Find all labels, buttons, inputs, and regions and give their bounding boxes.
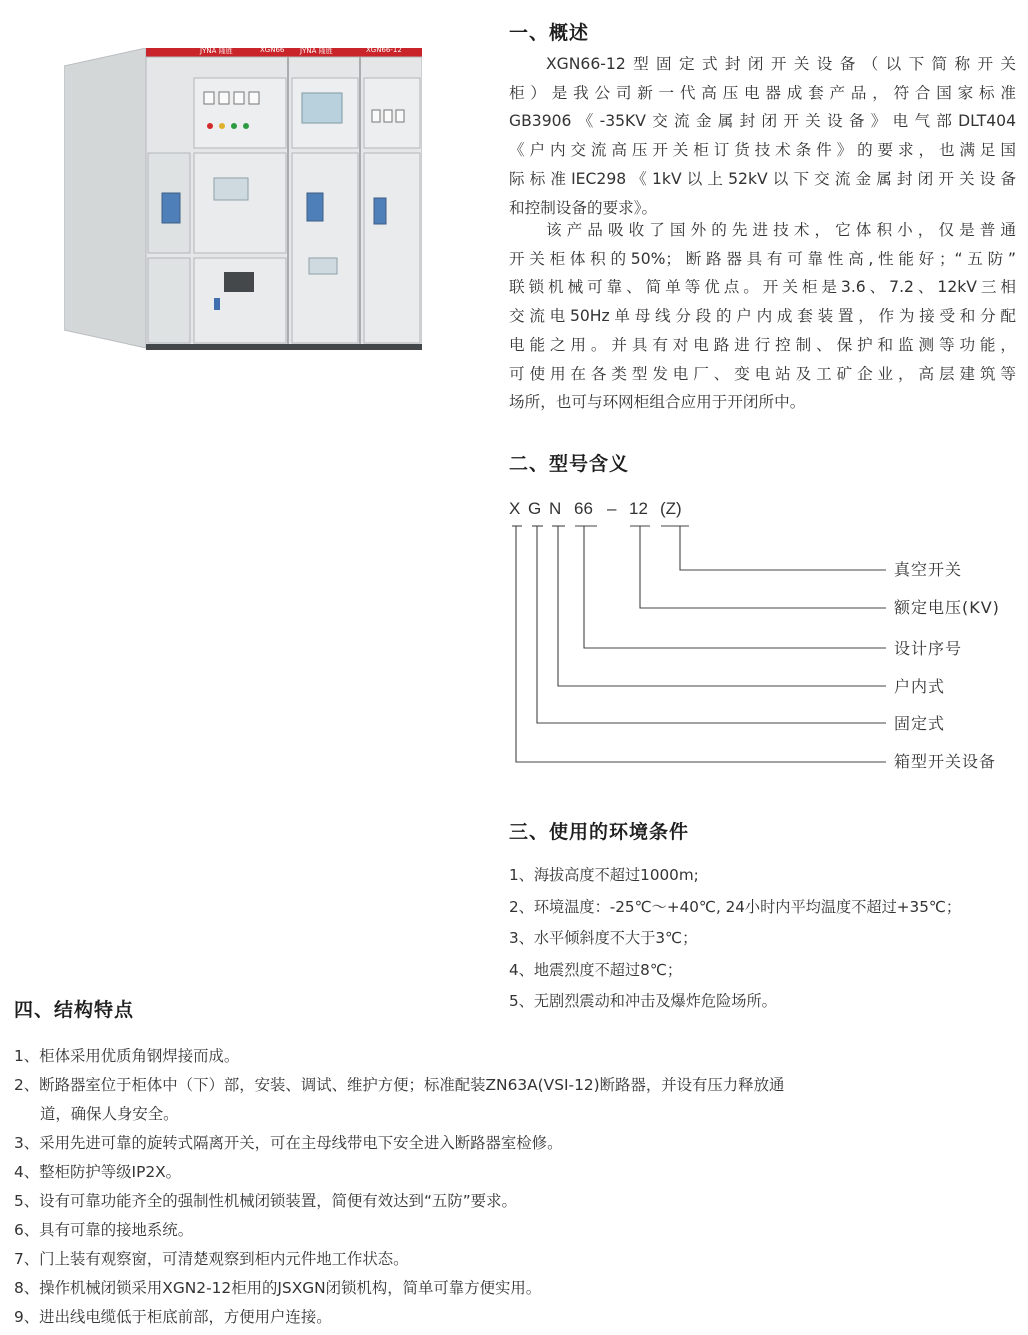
- connector-n: [558, 526, 886, 686]
- model-char-n: N: [549, 499, 562, 518]
- model-label-vacuum: 真空开关: [894, 560, 963, 579]
- list-item: 3、水平倾斜度不大于3℃；: [509, 929, 698, 947]
- overview-line: 和控制设备的要求》。: [509, 198, 658, 217]
- model-char-dash: –: [607, 499, 617, 518]
- model-label-fixed: 固定式: [894, 714, 946, 733]
- nameplate-4: XGN66-12: [366, 46, 402, 54]
- list-item: 5、设有可靠功能齐全的强制性机械闭锁装置，简便有效达到“五防”要求。: [14, 1192, 517, 1210]
- model-char-x: X: [509, 499, 521, 518]
- model-char-12: 12: [629, 499, 648, 518]
- overview-line: 该产品吸收了国外的先进技术，它体积小，仅是普通: [546, 221, 1016, 239]
- list-item: 7、门上装有观察窗，可清楚观察到柜内元件地工作状态。: [14, 1250, 409, 1268]
- list-item: 9、进出线电缆低于柜底前部，方便用户连接。: [14, 1308, 332, 1326]
- model-label-box-type: 箱型开关设备: [894, 752, 997, 771]
- list-item: 5、无剧烈震动和冲击及爆炸危险场所。: [509, 992, 777, 1010]
- overview-line: 场所，也可与环网柜组合应用于开闭所中。: [509, 393, 806, 412]
- environment-list: [509, 860, 961, 1018]
- nameplate-2: XGN66: [260, 46, 285, 54]
- model-char-g: G: [528, 499, 542, 518]
- model-label-design-no: 设计序号: [894, 639, 963, 658]
- overview-line: 交流电50Hz单母线分段的户内成套装置，作为接受和分配: [509, 307, 1016, 326]
- list-item: 4、地震烈度不超过8℃；: [509, 960, 683, 979]
- connector-66: [584, 526, 886, 648]
- overview-title: 一、概述: [509, 22, 590, 44]
- list-item: 2、断路器室位于柜体中（下）部，安装、调试、维护方便；标准配装ZN63A(VSI-12)断路器，并设有压力释放通: [14, 1076, 785, 1094]
- connector-z: [680, 526, 886, 570]
- list-item: 8、操作机械闭锁采用XGN2-12柜用的JSXGN闭锁机构，简单可靠方便实用。: [14, 1279, 542, 1297]
- model-char-66: 66: [574, 499, 593, 518]
- overview-line: 柜）是我公司新一代高压电器成套产品，符合国家标准: [509, 83, 1016, 102]
- overview-line: 电能之用。并具有对电路进行控制、保护和监测等功能，: [509, 335, 1016, 354]
- list-item: 2、环境温度：-25℃～+40℃, 24小时内平均温度不超过+35℃；: [509, 897, 962, 916]
- connector-g: [537, 526, 886, 723]
- list-item: 3、采用先进可靠的旋转式隔离开关，可在主母线带电下安全进入断路器室检修。: [14, 1134, 563, 1152]
- features-list: [14, 1042, 1018, 1332]
- connector-12: [640, 526, 886, 608]
- list-item: 6、具有可靠的接地系统。: [14, 1221, 194, 1239]
- overview-line: 可使用在各类型发电厂、变电站及工矿企业，高层建筑等: [509, 364, 1016, 383]
- list-item: 1、柜体采用优质角钢焊接而成。: [14, 1047, 240, 1065]
- overview-line: GB3906《-35KV交流金属封闭开关设备》电气部DLT404: [509, 112, 1016, 131]
- overview-line: XGN66-12型固定式封闭开关设备（以下简称开关: [546, 55, 1016, 73]
- nameplate-1: JYNA 隆胜: [200, 47, 233, 55]
- overview-line: 开关柜体积的50%；断路器具有可靠性高,性能好；“五防”: [509, 249, 1016, 268]
- nameplate-3: JYNA 隆胜: [300, 47, 333, 55]
- model-char-z: (Z): [660, 499, 682, 518]
- overview-line: 《户内交流高压开关柜订货技术条件》的要求，也满足国: [509, 141, 1016, 160]
- list-item: 道，确保人身安全。: [40, 1105, 179, 1123]
- overview-line: 际标准IEC298《1kV以上52kV以下交流金属封闭开关设备: [509, 169, 1016, 188]
- list-item: 1、海拔高度不超过1000m;: [509, 866, 699, 884]
- connector-x: [516, 526, 886, 762]
- environment-title: 三、使用的环境条件: [509, 821, 690, 843]
- model-title: 二、型号含义: [509, 453, 630, 475]
- model-label-indoor: 户内式: [894, 677, 946, 696]
- overview-line: 联锁机械可靠、简单等优点。开关柜是3.6、7.2、12kV三相: [509, 278, 1016, 297]
- features-title: 四、结构特点: [14, 999, 135, 1021]
- model-label-voltage: 额定电压(KV): [894, 598, 1000, 617]
- list-item: 4、整柜防护等级IP2X。: [14, 1163, 182, 1181]
